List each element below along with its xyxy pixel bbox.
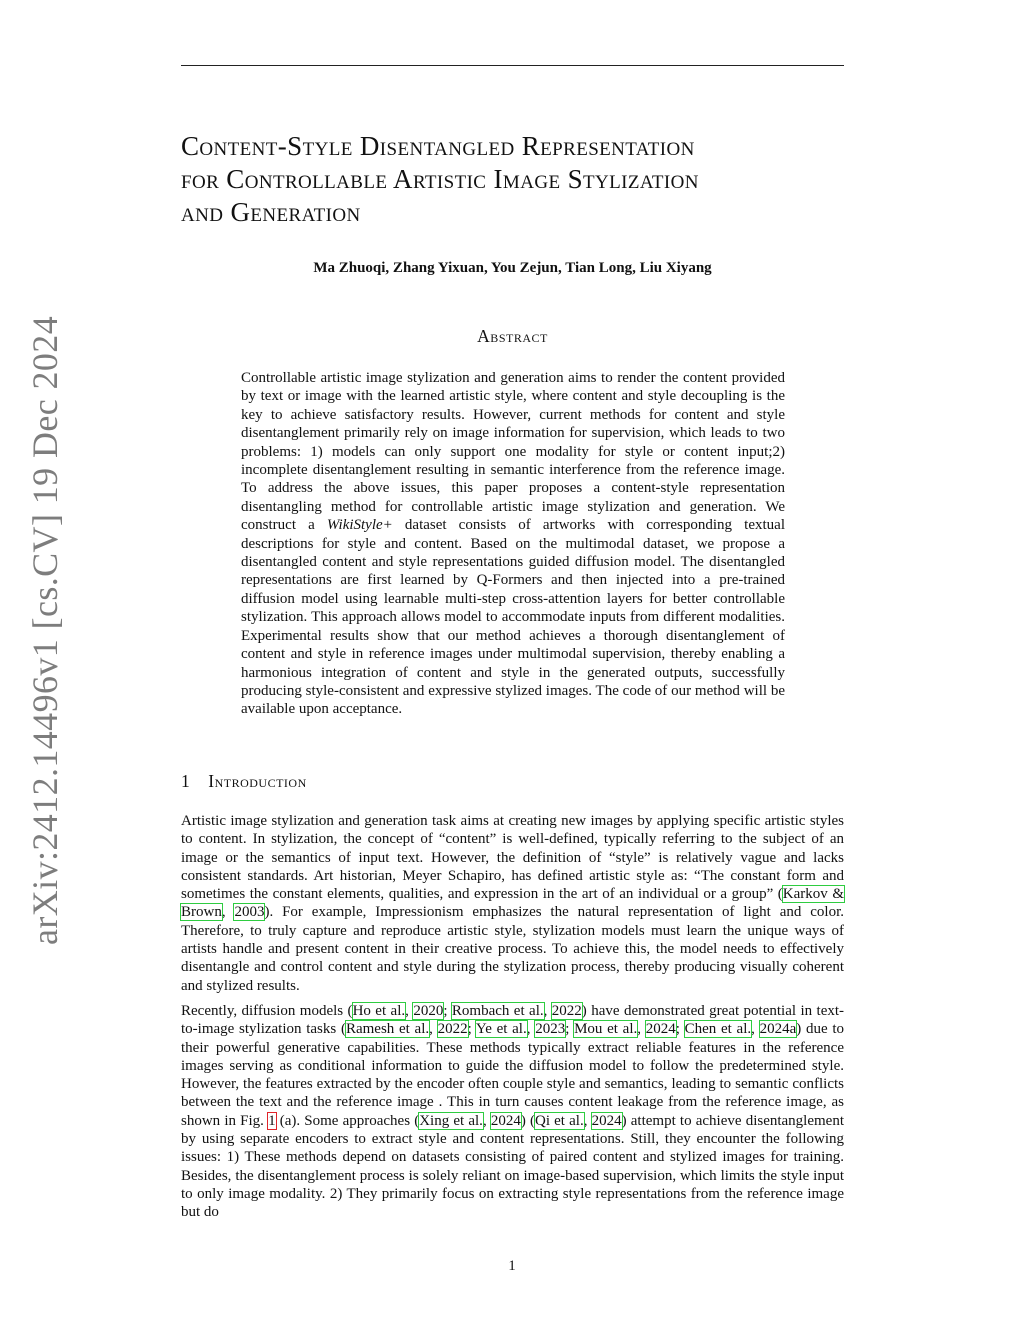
intro-text: ). For example, Impressionism emphasizes the natural representation of light and color. Therefore, to truly capture and reproduce artistic style, stylization models must learn the unique ways of artists handle and present content in their creative process. To achieve this, the model needs to effectively disentangle and control content and style during the stylization process, thereby producing visually coherent and stylized results. [181,904,844,994]
section-title: Introduction [208,771,307,791]
citation-year-link[interactable]: 2024 [645,1021,676,1038]
citation-link[interactable]: Rombach et al. [451,1002,544,1019]
intro-text: Recently, diffusion models ( [181,1002,353,1019]
figure-reference-link[interactable]: 1 [268,1112,276,1129]
introduction-body [181,812,844,1229]
abstract-heading: Abstract [477,326,548,346]
title-line-2: for Controllable Artistic Image Stylization [181,164,699,194]
paper-title [181,130,851,229]
citation-separator: ; [467,1021,476,1038]
citation-separator: ; [565,1021,575,1038]
citation-separator: , [543,1002,552,1019]
intro-text: Artistic image stylization and generation task aims at creating new images by applying specific artistic styles to content. In stylization, the concept of “content” is well-defined, typically referring to the subject of an image or the semantics of input text. However, the definition of “style” is relatively vague and lacks consistent standards. Art historian, Meyer Schapiro, has defined artistic style as: “The constant form and sometimes the constant elements, qualities, and expression in the art of an individual or a group” ( [181,813,844,903]
citation-link[interactable]: Qi et al. [535,1112,584,1129]
citation-separator: , [526,1021,536,1038]
intro-text: ) ( [520,1112,535,1129]
intro-paragraph-2 [181,1002,844,1222]
citation-year-link[interactable]: 2024 [490,1112,521,1129]
citation-year-link[interactable]: 2022 [437,1021,468,1038]
citation-separator: , [482,1112,491,1129]
intro-paragraph-1 [181,812,844,995]
citation-link[interactable]: Chen et al. [684,1021,752,1038]
top-rule [181,65,844,66]
citation-year-link[interactable]: 2003 [234,904,265,921]
section-number: 1 [181,771,191,791]
title-line-3: and Generation [181,197,361,227]
citation-separator: , [405,1002,414,1019]
citation-separator: ; [675,1021,685,1038]
abstract-body [241,369,785,719]
section-heading-introduction [181,771,307,792]
citation-link[interactable]: Ramesh et al. [345,1021,430,1038]
intro-text: ) have demonstrated great potential in text-to-image stylization tasks ( [181,1002,845,1038]
citation-year-link[interactable]: 2022 [551,1002,582,1019]
citation-year-link[interactable]: 2024a [759,1021,797,1038]
page-number: 1 [508,1258,516,1274]
title-line-1: Content-Style Disentangled Representation [181,131,695,161]
citation-separator: , [221,904,235,921]
citation-link[interactable]: Xing et al. [419,1112,483,1129]
citation-link[interactable]: Ye et al. [475,1021,527,1038]
author-list: Ma Zhuoqi, Zhang Yixuan, You Zejun, Tian Long, Liu Xiyang [313,260,712,276]
citation-year-link[interactable]: 2020 [413,1002,444,1019]
citation-year-link[interactable]: 2023 [535,1021,566,1038]
citation-link[interactable]: Karkov & Brown [181,886,844,921]
citation-year-link[interactable]: 2024 [591,1112,622,1129]
intro-text: (a). Some approaches ( [275,1112,420,1129]
citation-separator: , [583,1112,592,1129]
citation-link[interactable]: Ho et al. [352,1002,406,1019]
intro-text: ) attempt to achieve disentanglement by using separate encoders to extract style and content representations. Still, they encounter the following issues: 1) These methods depend on datasets consisting of paired content and stylized images for training. Besides, the disentanglement process is solely reliant on image-based supervision, which limits the style input to only image modality. 2) They primarily focus on extracting style representations from the reference image but do [181,1112,844,1221]
citation-separator: , [751,1021,760,1038]
arxiv-identifier: arXiv:2412.14496v1 [cs.CV] 19 Dec 2024 [25,315,65,945]
abstract-text-2: dataset consists of artworks with corresponding textual descriptions for style and content. Based on the multimodal dataset, we propose a disentangled content and style representations guided diffusion model. The disentangled representations are first learned by Q-Formers and then injected into a pre-trained diffusion model using learnable multi-step cross-attention layers for better controllable stylization. This approach allows model to accommodate inputs from different modalities. Experimental results show that our method achieves a thorough disentanglement of content and style in reference images under multimodal supervision, thereby enabling a harmonious integration of content and style in the generated outputs, successfully producing style-consistent and expressive stylized images. The code of our method will be available upon acceptance. [241,517,785,718]
citation-separator: ; [443,1002,452,1019]
dataset-name: WikiStyle+ [326,517,393,534]
citation-link[interactable]: Mou et al. [574,1021,638,1038]
citation-separator: , [637,1021,646,1038]
intro-text: ) due to their powerful generative capabilities. These methods typically extract reliable features in the reference images serving as conditional information to guide the diffusion model to follow the predetermined style. However, the features extracted by the encoder often couple style and semantics, leading to semantic conflicts between the text and the reference image . This in turn causes content leakage from the reference image, as shown in Fig. [181,1021,845,1129]
citation-separator: , [429,1021,438,1038]
abstract-text-1: Controllable artistic image stylization and generation aims to render the content provided by text or image with the learned artistic style, where content and style decoupling is the key to achieve satisfactory results. However, current methods for content and style disentanglement primarily rely on image information for supervision, which leads to two problems: 1) models can only support one modality for style or content input;2) incomplete disentanglement resulting in semantic interference from the reference image. To address the above issues, this paper proposes a content-style representation disentangling method for controllable artistic image stylization and generation. We construct a [241,370,785,534]
